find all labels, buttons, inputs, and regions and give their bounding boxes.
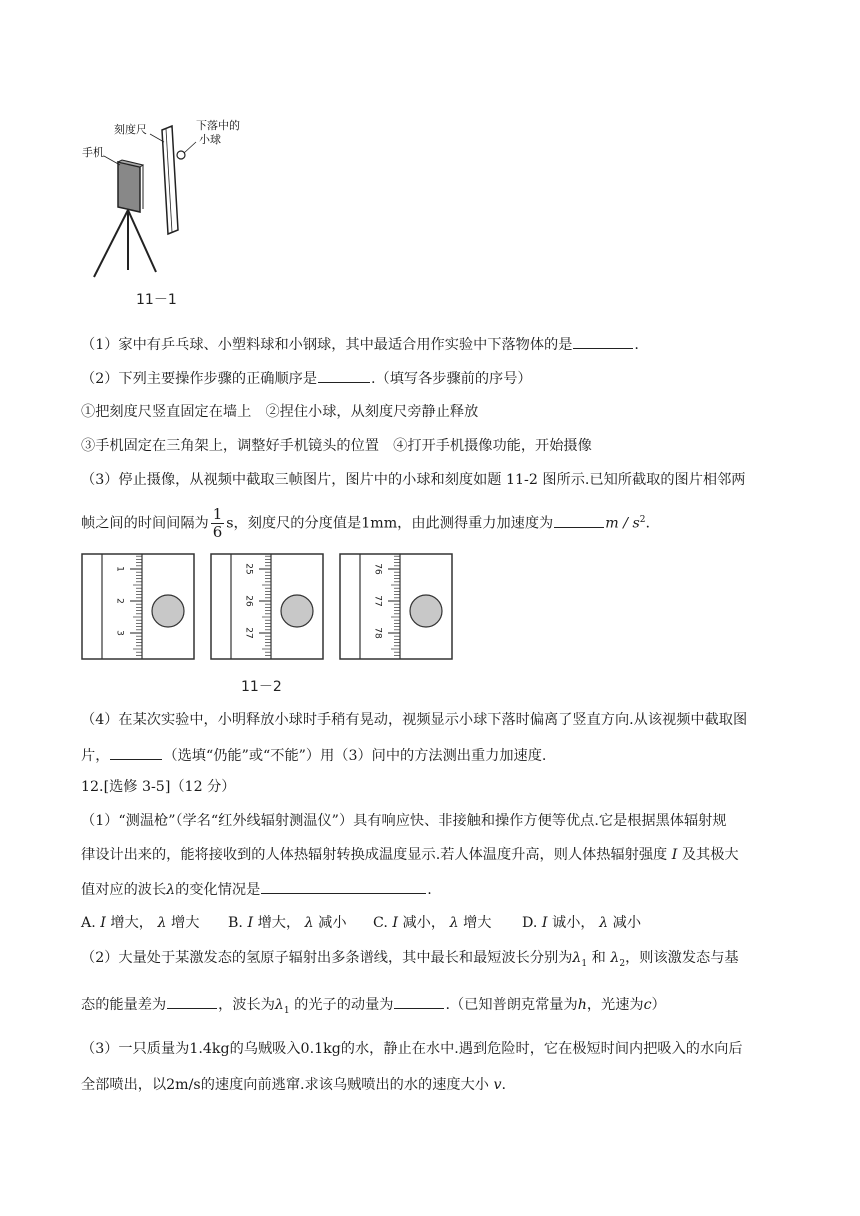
q11-part4-line2: 片， （选填“仍能”或“不能”）用（3）问中的方法测出重力加速度. (81, 745, 546, 766)
tick-label-3-3: 78 (372, 627, 383, 639)
label-ball-line1: 下落中的 (196, 119, 240, 132)
label-ball-line2: 小球 (199, 133, 221, 146)
q12-part2-line2: 态的能量差为 ，波长为$\lambda_1$ 的光子的动量为 .（已知普朗克常量为h，光速为c） (81, 994, 666, 1021)
answer-blank-4[interactable] (110, 745, 162, 760)
figure-11-1 (80, 110, 280, 315)
label-ruler: 刻度尺 (114, 123, 147, 136)
phone-shape (118, 162, 140, 212)
q11-part2-text: （2）下列主要操作步骤的正确顺序是 (81, 371, 318, 387)
option-c[interactable]: C. I 减小， λ 增大 (373, 915, 492, 931)
q12-part1-line2: 律设计出来的，能将接收到的人体热辐射转换成温度显示.若人体温度升高，则人体热辐射强度 I 及其极大 (81, 847, 739, 863)
option-d[interactable]: D. I 诚小， λ 减小 (522, 915, 642, 931)
answer-blank-1[interactable] (573, 334, 633, 349)
q11-part2: （2）下列主要操作步骤的正确顺序是 .（填写各步骤前的序号） (81, 368, 532, 389)
q12-part1-line1: （1）“测温枪”（学名“红外线辐射测温仪”）具有响应快、非接触和操作方便等优点.它是根据黑体辐射规 (81, 813, 727, 829)
figure-11-2-caption: 11－2 (241, 679, 282, 695)
tick-label-1-2: 2 (114, 598, 125, 604)
acceleration-unit: m / s (605, 515, 640, 532)
label-phone: 手机 (82, 146, 104, 159)
tripod-leg-right (128, 210, 156, 272)
q11-part4-line1: （4）在某次实验中，小明释放小球时手稍有晃动，视频显示小球下落时偏离了竖直方向.从该视频中截取图 (81, 712, 748, 728)
q11-steps-line2: ③手机固定在三角架上，调整好手机镜头的位置 ④打开手机摄像功能，开始摄像 (81, 438, 592, 454)
answer-blank-2[interactable] (318, 368, 370, 383)
tick-label-1-1: 1 (114, 566, 125, 572)
answer-blank-7[interactable] (394, 994, 444, 1009)
tripod-leg-left (94, 210, 128, 277)
option-a[interactable]: A. I 增大， λ 增大 (81, 915, 200, 931)
tick-label-1-3: 3 (114, 630, 125, 636)
option-b[interactable]: B. I 增大， λ 减小 (228, 915, 347, 931)
answer-blank-6[interactable] (167, 994, 217, 1009)
answer-blank-5[interactable] (261, 879, 426, 894)
q12-part2-line1: （2）大量处于某激发态的氢原子辐射出多条谱线，其中最长和最短波长分别为$\lambda_1$ 和 $\lambda_2$，则该激发态与基 (81, 950, 739, 969)
answer-blank-3[interactable] (554, 513, 604, 528)
q11-part1-text: （1）家中有乒乓球、小塑料球和小钢球，其中最适合用作实验中下落物体的是 (81, 337, 573, 353)
ball-2 (281, 595, 313, 627)
q12-part3-line2: 全部喷出，以2m/s的速度向前逃窜.求该乌贼喷出的水的速度大小 v. (81, 1077, 506, 1093)
time-interval-fraction: $\frac{1}{6}$ (212, 505, 223, 542)
tick-label-2-3: 27 (243, 627, 254, 639)
falling-ball-shape (177, 151, 185, 159)
q12-part3-line1: （3）一只质量为1.4kg的乌贼吸入0.1kg的水，静止在水中.遇到危险时，它在极短时间内把吸入的水向后 (81, 1041, 743, 1057)
ball-3 (410, 595, 442, 627)
ruler-shape (162, 126, 178, 234)
ball-1 (152, 595, 184, 627)
tick-label-3-1: 76 (372, 563, 383, 575)
figure-11-2 (80, 550, 460, 665)
tick-label-3-2: 77 (372, 595, 383, 607)
figure-11-1-caption: 11－1 (136, 292, 177, 308)
tick-label-2-1: 25 (243, 563, 254, 575)
q11-steps-line1: ①把刻度尺竖直固定在墙上 ②捏住小球，从刻度尺旁静止释放 (81, 404, 479, 420)
tick-label-2-2: 26 (243, 595, 254, 607)
q12-part1-line3: 值对应的波长λ的变化情况是 . (81, 879, 432, 900)
q12-heading: 12.[选修 3-5]（12 分） (81, 779, 236, 795)
q11-part1: （1）家中有乒乓球、小塑料球和小钢球，其中最适合用作实验中下落物体的是 . (81, 334, 639, 355)
q11-part3-line1: （3）停止摄像，从视频中截取三帧图片，图片中的小球和刻度如题 11-2 图所示.已知所截取的图片相邻两 (81, 472, 746, 488)
q11-part3-line2: 帧之间的时间间隔为 $\frac{1}{6}$ s，刻度尺的分度值是1mm，由此测得重力加速度为 m / $s^2$. (81, 505, 651, 542)
